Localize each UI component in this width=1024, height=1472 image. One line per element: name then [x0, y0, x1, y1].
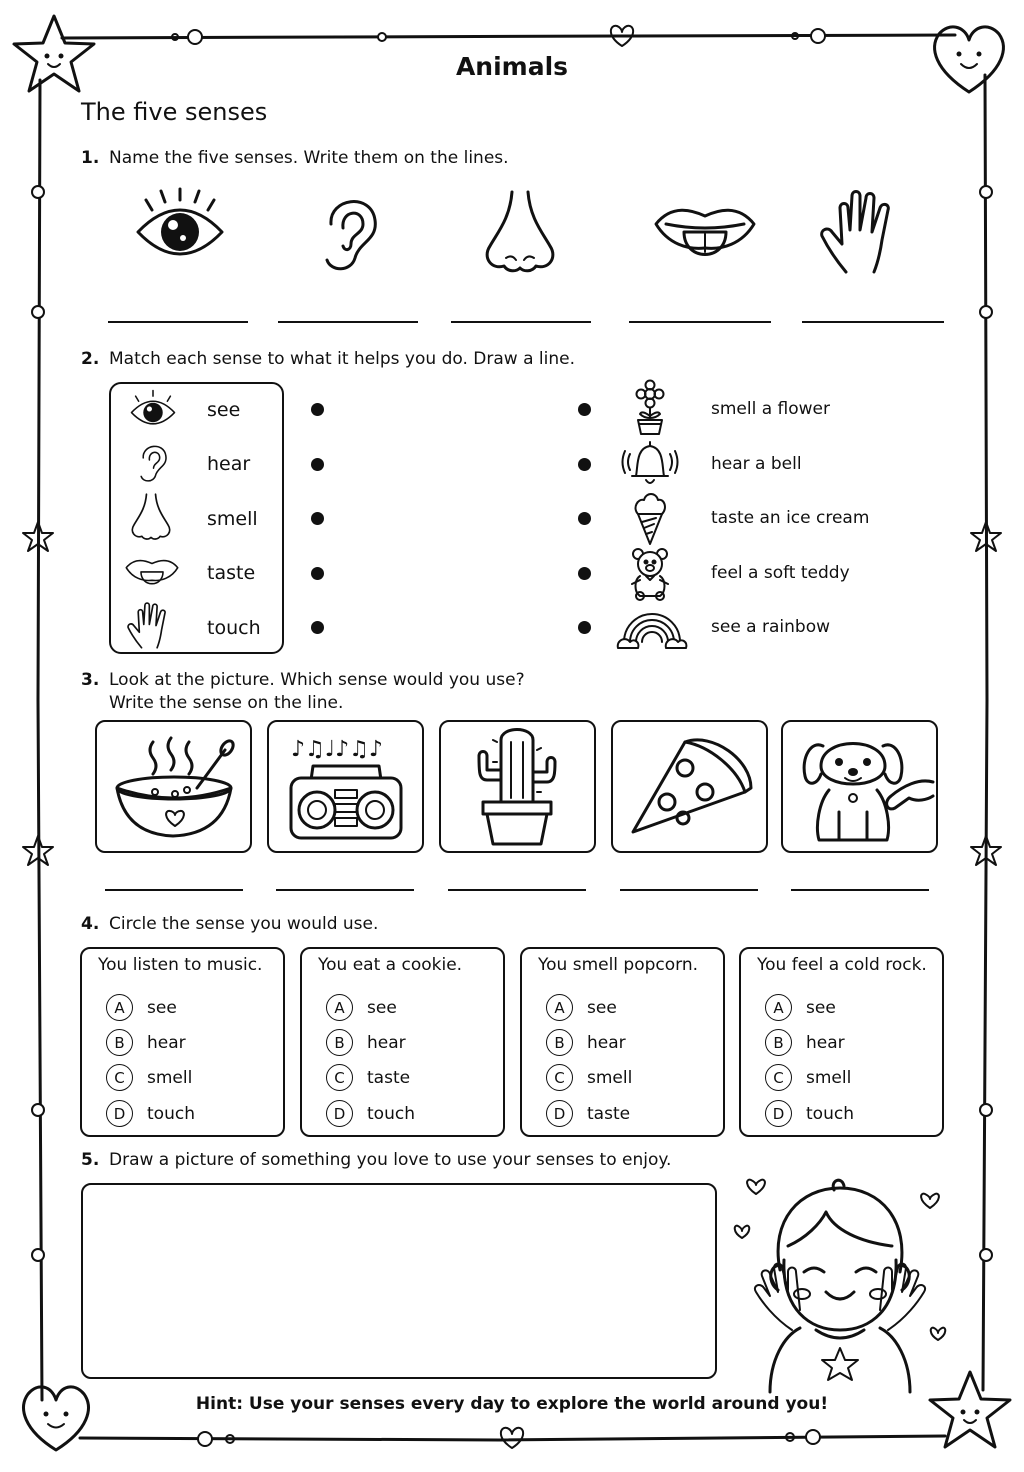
option-text: smell	[587, 1067, 633, 1088]
sense-label: see	[207, 399, 241, 421]
sense-label: hear	[207, 453, 251, 475]
option-letter: A	[106, 994, 133, 1021]
option-text: hear	[147, 1032, 186, 1053]
question-text: Name the five senses. Write them on the lines.	[109, 148, 509, 168]
match-dot[interactable]	[311, 403, 324, 416]
activity-label: see a rainbow	[711, 617, 830, 637]
question-5	[81, 1150, 671, 1170]
pizza-icon	[613, 722, 766, 851]
choice-option[interactable]	[765, 1064, 851, 1091]
mouth-icon	[124, 553, 180, 595]
choice-card	[520, 947, 725, 1137]
question-number: 5.	[81, 1150, 100, 1170]
question-number: 2.	[81, 349, 100, 369]
ice-cream-icon	[632, 492, 668, 546]
option-letter: B	[765, 1029, 792, 1056]
ear-icon	[315, 188, 385, 276]
option-letter: C	[546, 1064, 573, 1091]
drawing-area[interactable]	[81, 1183, 717, 1379]
mouth-icon	[652, 196, 758, 276]
choice-option[interactable]	[326, 1029, 406, 1056]
choice-prompt: You listen to music.	[98, 955, 263, 975]
question-text: Draw a picture of something you love to use your senses to enjoy.	[109, 1150, 672, 1170]
answer-line[interactable]	[629, 321, 771, 323]
hint-text: Hint: Use your senses every day to explore the world around you!	[195, 1394, 829, 1414]
choice-option[interactable]	[326, 1064, 410, 1091]
choice-prompt: You feel a cold rock.	[757, 955, 927, 975]
option-letter: D	[106, 1100, 133, 1127]
choice-option[interactable]	[546, 994, 617, 1021]
match-dot[interactable]	[578, 403, 591, 416]
option-letter: C	[106, 1064, 133, 1091]
option-text: taste	[367, 1067, 411, 1088]
choice-card	[80, 947, 285, 1137]
soup-bowl-icon	[97, 722, 250, 851]
choice-card	[300, 947, 505, 1137]
match-dot[interactable]	[311, 567, 324, 580]
match-dot[interactable]	[578, 458, 591, 471]
answer-line[interactable]	[802, 321, 944, 323]
match-dot[interactable]	[578, 512, 591, 525]
question-text: Look at the picture. Which sense would you use?	[109, 670, 525, 690]
question-3-line-2: Write the sense on the line.	[109, 693, 344, 713]
option-text: taste	[587, 1103, 631, 1124]
corner-heart-icon	[14, 1378, 98, 1456]
answer-line[interactable]	[791, 889, 929, 891]
option-letter: D	[326, 1100, 353, 1127]
choice-prompt: You smell popcorn.	[538, 955, 699, 975]
activity-label: smell a flower	[711, 399, 831, 419]
sense-label: smell	[207, 508, 258, 530]
match-dot[interactable]	[578, 621, 591, 634]
option-text: hear	[587, 1032, 626, 1053]
choice-option[interactable]	[106, 1100, 195, 1127]
answer-line[interactable]	[448, 889, 586, 891]
answer-line[interactable]	[105, 889, 243, 891]
rainbow-icon	[616, 604, 688, 652]
answer-line[interactable]	[451, 321, 591, 323]
option-letter: C	[326, 1064, 353, 1091]
choice-option[interactable]	[765, 1100, 854, 1127]
svg-text:♪♫♩♪♫♪: ♪♫♩♪♫♪	[291, 737, 383, 762]
option-text: see	[587, 997, 617, 1018]
hand-icon	[818, 186, 908, 276]
option-text: smell	[806, 1067, 852, 1088]
page-subtitle: The five senses	[81, 98, 268, 126]
choice-option[interactable]	[765, 1029, 845, 1056]
picture-box	[611, 720, 768, 853]
nose-icon	[127, 492, 175, 542]
option-letter: A	[326, 994, 353, 1021]
match-dot[interactable]	[311, 512, 324, 525]
eye-icon	[130, 188, 230, 270]
option-text: hear	[367, 1032, 406, 1053]
option-text: touch	[147, 1103, 195, 1124]
question-2	[81, 349, 575, 369]
cactus-icon	[441, 722, 594, 851]
option-letter: B	[546, 1029, 573, 1056]
picture-box	[267, 720, 424, 853]
puppy-icon	[783, 722, 936, 851]
option-letter: A	[546, 994, 573, 1021]
answer-line[interactable]	[278, 321, 418, 323]
choice-option[interactable]	[106, 994, 177, 1021]
answer-line[interactable]	[276, 889, 414, 891]
choice-option[interactable]	[106, 1064, 192, 1091]
choice-option[interactable]	[765, 994, 836, 1021]
sense-label: touch	[207, 617, 261, 639]
picture-box	[781, 720, 938, 853]
activity-label: hear a bell	[711, 454, 802, 474]
option-text: see	[806, 997, 836, 1018]
match-dot[interactable]	[311, 458, 324, 471]
choice-option[interactable]	[546, 1100, 630, 1127]
option-letter: B	[106, 1029, 133, 1056]
option-text: smell	[147, 1067, 193, 1088]
choice-option[interactable]	[106, 1029, 186, 1056]
question-number: 3.	[81, 670, 100, 690]
radio-icon	[269, 722, 422, 851]
sense-label: taste	[207, 562, 256, 584]
ear-icon	[135, 438, 171, 486]
match-dot[interactable]	[311, 621, 324, 634]
question-number: 1.	[81, 148, 100, 168]
question-3	[81, 670, 525, 690]
option-letter: A	[765, 994, 792, 1021]
option-letter: D	[765, 1100, 792, 1127]
picture-box	[439, 720, 596, 853]
option-text: see	[147, 997, 177, 1018]
choice-option[interactable]	[546, 1064, 632, 1091]
choice-card	[739, 947, 944, 1137]
answer-line[interactable]	[620, 889, 758, 891]
eye-icon	[126, 390, 180, 432]
teddy-bear-icon	[626, 546, 674, 600]
bell-icon	[622, 438, 678, 490]
match-dot[interactable]	[578, 567, 591, 580]
option-letter: B	[326, 1029, 353, 1056]
question-text: Circle the sense you would use.	[109, 914, 379, 934]
option-text: hear	[806, 1032, 845, 1053]
question-number: 4.	[81, 914, 100, 934]
page-title: Animals	[455, 52, 569, 81]
nose-icon	[478, 188, 562, 276]
hand-icon	[126, 600, 176, 650]
question-1	[81, 148, 509, 168]
flower-pot-icon	[628, 380, 672, 436]
choice-option[interactable]	[326, 994, 397, 1021]
question-text: Match each sense to what it helps you do. Draw a line.	[109, 349, 575, 369]
picture-box	[95, 720, 252, 853]
option-text: see	[367, 997, 397, 1018]
activity-label: feel a soft teddy	[711, 563, 850, 583]
answer-line[interactable]	[108, 321, 248, 323]
choice-option[interactable]	[326, 1100, 415, 1127]
question-4	[81, 914, 378, 934]
choice-prompt: You eat a cookie.	[318, 955, 463, 975]
option-text: touch	[367, 1103, 415, 1124]
option-letter: C	[765, 1064, 792, 1091]
choice-option[interactable]	[546, 1029, 626, 1056]
option-text: touch	[806, 1103, 854, 1124]
option-letter: D	[546, 1100, 573, 1127]
activity-label: taste an ice cream	[711, 508, 870, 528]
child-icon	[730, 1180, 950, 1392]
